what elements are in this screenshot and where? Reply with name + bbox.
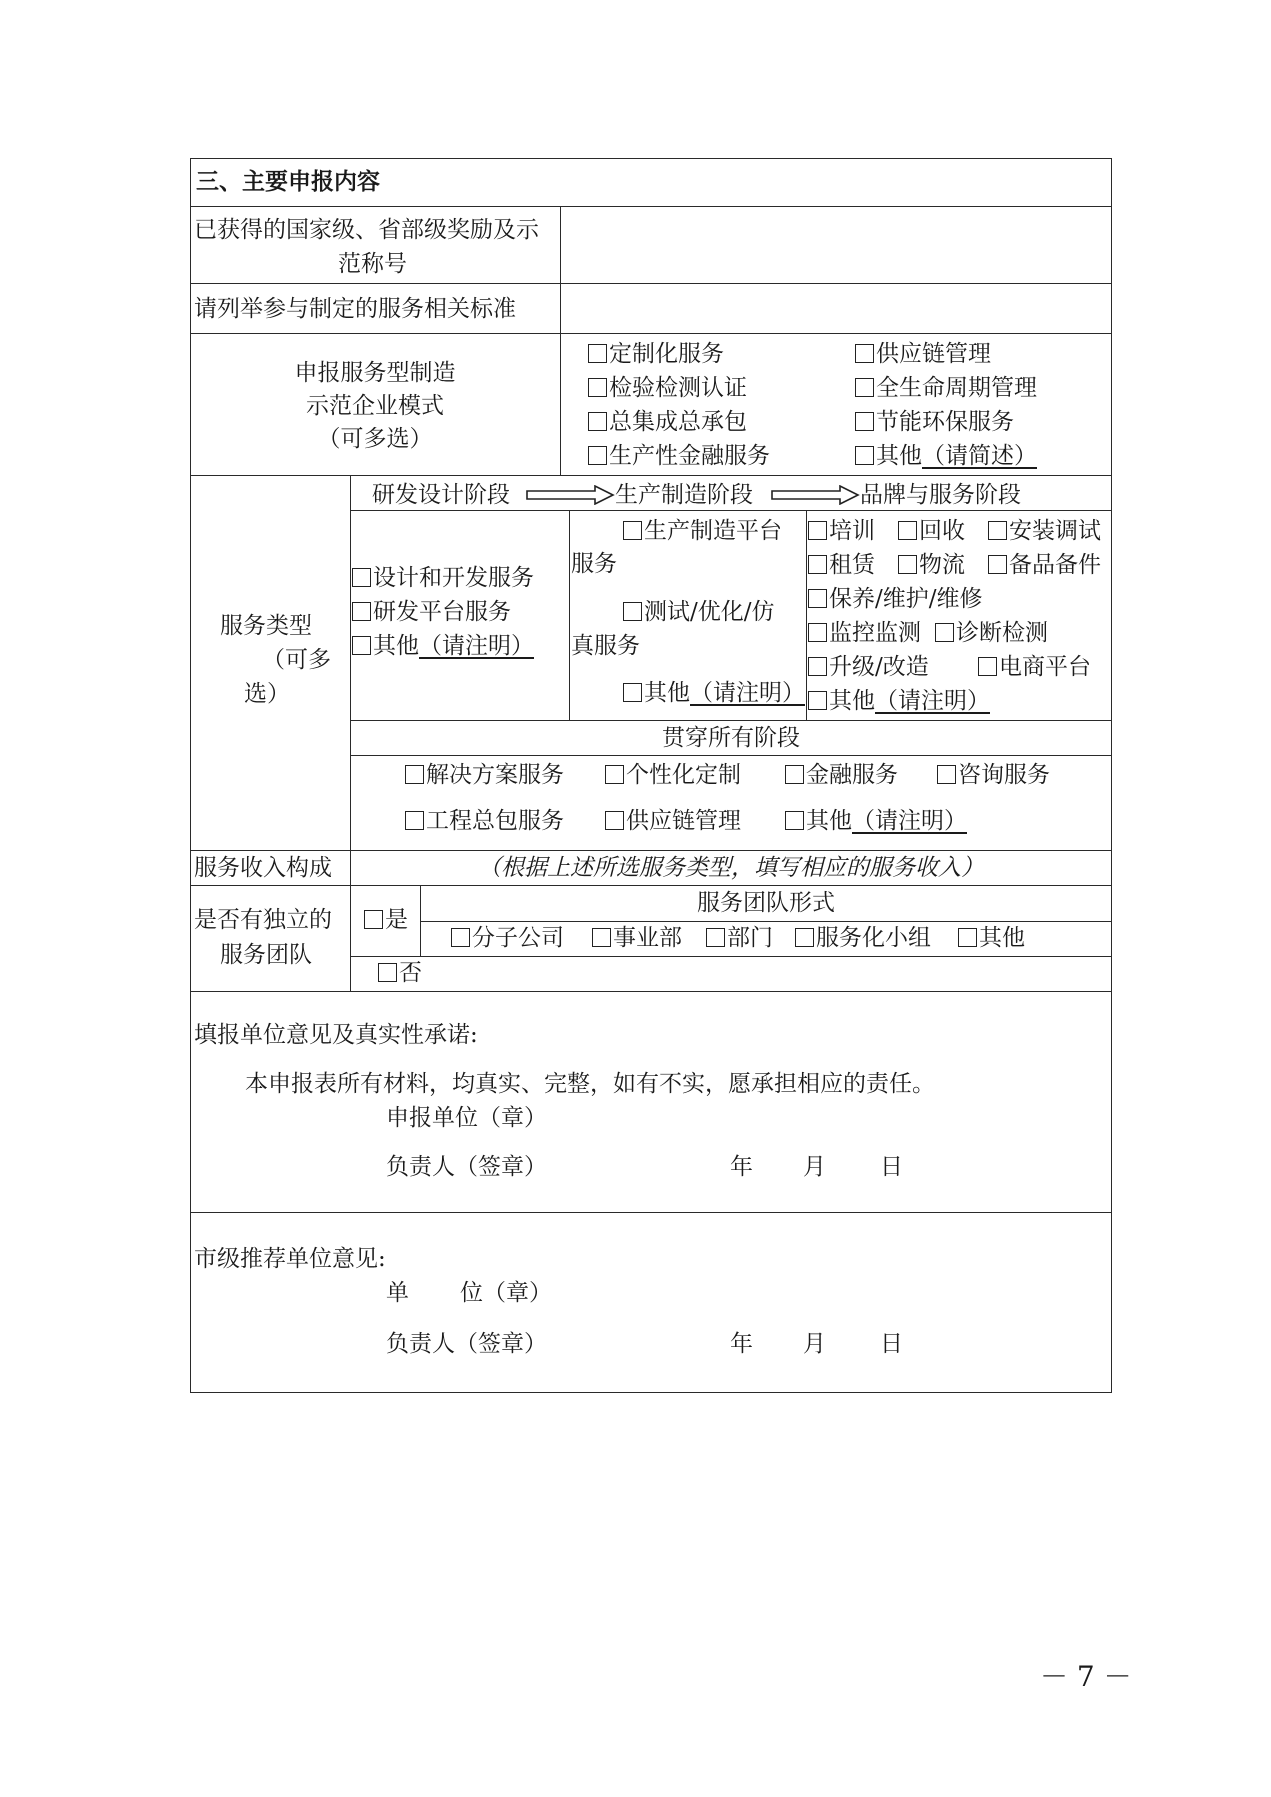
city-title: 市级推荐单位意见: — [194, 1246, 386, 1272]
checkbox-icon[interactable] — [588, 378, 607, 397]
checkbox-subsidiary[interactable]: 分子公司 — [451, 923, 564, 953]
checkbox-training[interactable]: 培训 — [808, 516, 875, 546]
checkbox-icon[interactable] — [937, 765, 956, 784]
table-border — [350, 510, 1112, 511]
service-type-label-line3: 选） — [244, 681, 290, 707]
opinion-day: 日 — [880, 1154, 903, 1180]
all-other-note[interactable]: （请注明） — [852, 808, 967, 834]
table-border — [190, 885, 1112, 886]
checkbox-design-dev[interactable]: 设计和开发服务 — [352, 563, 534, 593]
mode-label-line3: （可多选） — [317, 426, 433, 452]
stage-production: 生产制造阶段 — [615, 482, 753, 508]
table-border — [350, 720, 1112, 721]
checkbox-financial[interactable]: 金融服务 — [785, 760, 898, 790]
service-type-label-line1: 服务类型 — [220, 613, 312, 639]
checkbox-icon[interactable] — [808, 555, 827, 574]
table-border — [806, 510, 807, 720]
checkbox-brand-other[interactable]: 其他（请注明） — [808, 686, 990, 716]
checkbox-mode-other[interactable]: 其他（请简述） — [855, 441, 1037, 471]
test-optimize-line2: 真服务 — [571, 633, 640, 659]
checkbox-custom-service[interactable]: 定制化服务 — [588, 339, 724, 369]
table-border — [569, 510, 570, 720]
table-border — [350, 755, 1112, 756]
service-type-label-line2: （可多 — [262, 647, 331, 673]
checkbox-icon[interactable] — [935, 623, 954, 642]
table-border — [190, 1212, 1112, 1213]
checkbox-integration[interactable]: 总集成总承包 — [588, 407, 747, 437]
checkbox-team-yes[interactable]: 是 — [364, 905, 408, 935]
checkbox-rd-other[interactable]: 其他（请注明） — [352, 631, 534, 661]
checkbox-icon[interactable] — [855, 344, 874, 363]
team-label-line2: 服务团队 — [220, 942, 312, 968]
stage-rd: 研发设计阶段 — [372, 482, 510, 508]
checkbox-team-no[interactable]: 否 — [378, 958, 422, 988]
checkbox-consulting[interactable]: 咨询服务 — [937, 760, 1050, 790]
checkbox-icon[interactable] — [808, 657, 827, 676]
checkbox-icon[interactable] — [808, 623, 827, 642]
city-leader-signature: 负责人（签章） — [386, 1331, 547, 1357]
table-border — [190, 475, 1112, 476]
all-stages-title: 贯穿所有阶段 — [662, 725, 800, 751]
opinion-year: 年 — [730, 1154, 753, 1180]
brand-other-note[interactable]: （请注明） — [875, 688, 990, 714]
section-title: 三、主要申报内容 — [196, 168, 380, 195]
checkbox-icon[interactable] — [405, 765, 424, 784]
checkbox-icon[interactable] — [855, 412, 874, 431]
table-border — [190, 158, 191, 1392]
checkbox-icon[interactable] — [988, 521, 1007, 540]
table-border — [190, 333, 1112, 334]
checkbox-green[interactable]: 节能环保服务 — [855, 407, 1014, 437]
city-day: 日 — [880, 1331, 903, 1357]
checkbox-upgrade[interactable]: 升级/改造 — [808, 652, 929, 682]
checkbox-icon[interactable] — [364, 910, 383, 929]
checkbox-icon[interactable] — [898, 555, 917, 574]
mode-label-line1: 申报服务型制造 — [294, 360, 456, 386]
prod-other-note[interactable]: （请注明） — [690, 680, 805, 706]
opinion-title: 填报单位意见及真实性承诺: — [194, 1022, 478, 1048]
rd-other-note[interactable]: （请注明） — [419, 633, 534, 659]
checkbox-icon[interactable] — [623, 602, 642, 621]
awards-label-line1: 已获得的国家级、省部级奖励及示 — [194, 217, 539, 243]
arrow-right-icon — [770, 485, 860, 505]
checkbox-icon[interactable] — [623, 683, 642, 702]
checkbox-logistics[interactable]: 物流 — [898, 550, 965, 580]
checkbox-ecommerce[interactable]: 电商平台 — [978, 652, 1091, 682]
team-label-line1: 是否有独立的 — [194, 907, 332, 933]
checkbox-prod-platform[interactable]: 生产制造平台 — [623, 516, 782, 546]
table-border — [190, 850, 1112, 851]
checkbox-monitoring[interactable]: 监控监测 — [808, 618, 921, 648]
checkbox-prod-other[interactable]: 其他（请注明） — [623, 678, 805, 708]
checkbox-icon[interactable] — [623, 521, 642, 540]
checkbox-service-group[interactable]: 服务化小组 — [795, 923, 931, 953]
checkbox-inspection[interactable]: 检验检测认证 — [588, 373, 747, 403]
checkbox-rd-platform[interactable]: 研发平台服务 — [352, 597, 511, 627]
checkbox-icon[interactable] — [808, 589, 827, 608]
table-border — [190, 1392, 1112, 1393]
table-border — [190, 991, 1112, 992]
checkbox-icon[interactable] — [795, 928, 814, 947]
checkbox-icon[interactable] — [808, 691, 827, 710]
checkbox-supply-chain[interactable]: 供应链管理 — [855, 339, 991, 369]
checkbox-icon[interactable] — [898, 521, 917, 540]
opinion-statement: 本申报表所有材料，均真实、完整，如有不实，愿承担相应的责任。 — [245, 1071, 935, 1097]
checkbox-lifecycle[interactable]: 全生命周期管理 — [855, 373, 1037, 403]
income-hint[interactable]: （根据上述所选服务类型，填写相应的服务收入） — [478, 855, 984, 881]
mode-label-line2: 示范企业模式 — [306, 393, 444, 419]
checkbox-division[interactable]: 事业部 — [592, 923, 682, 953]
checkbox-spare-parts[interactable]: 备品备件 — [988, 550, 1101, 580]
checkbox-supply-chain-mgmt[interactable]: 供应链管理 — [605, 806, 741, 836]
checkbox-team-other[interactable]: 其他 — [958, 923, 1025, 953]
income-label: 服务收入构成 — [194, 855, 332, 881]
checkbox-icon[interactable] — [352, 636, 371, 655]
checkbox-icon[interactable] — [855, 446, 874, 465]
checkbox-icon[interactable] — [988, 555, 1007, 574]
checkbox-icon[interactable] — [785, 811, 804, 830]
checkbox-icon[interactable] — [451, 928, 470, 947]
checkbox-icon[interactable] — [808, 521, 827, 540]
table-border — [190, 206, 1112, 207]
checkbox-icon[interactable] — [592, 928, 611, 947]
arrow-right-icon — [525, 485, 615, 505]
table-border — [190, 283, 1112, 284]
standards-label: 请列举参与制定的服务相关标准 — [194, 296, 516, 322]
team-form-title: 服务团队形式 — [697, 890, 835, 916]
stage-brand: 品牌与服务阶段 — [860, 482, 1021, 508]
checkbox-solution[interactable]: 解决方案服务 — [405, 760, 564, 790]
checkbox-icon[interactable] — [588, 344, 607, 363]
checkbox-icon[interactable] — [588, 412, 607, 431]
checkbox-diagnosis[interactable]: 诊断检测 — [935, 618, 1048, 648]
checkbox-icon[interactable] — [785, 765, 804, 784]
prod-platform-line2: 服务 — [571, 551, 617, 577]
checkbox-icon[interactable] — [588, 446, 607, 465]
checkbox-icon[interactable] — [378, 963, 397, 982]
checkbox-icon[interactable] — [958, 928, 977, 947]
opinion-month: 月 — [803, 1154, 826, 1180]
checkbox-epc[interactable]: 工程总包服务 — [405, 806, 564, 836]
checkbox-icon[interactable] — [605, 811, 624, 830]
table-border — [350, 956, 1112, 957]
checkbox-icon[interactable] — [978, 657, 997, 676]
awards-label-line2: 范称号 — [338, 251, 407, 277]
checkbox-leasing[interactable]: 租赁 — [808, 550, 875, 580]
table-border — [190, 158, 1112, 159]
checkbox-maintenance[interactable]: 保养/维护/维修 — [808, 584, 983, 614]
checkbox-department[interactable]: 部门 — [706, 923, 773, 953]
table-border — [420, 921, 1112, 922]
checkbox-icon[interactable] — [855, 378, 874, 397]
checkbox-all-other[interactable]: 其他（请注明） — [785, 806, 967, 836]
checkbox-icon[interactable] — [352, 602, 371, 621]
checkbox-icon[interactable] — [352, 568, 371, 587]
opinion-leader-signature: 负责人（签章） — [386, 1154, 547, 1180]
checkbox-install[interactable]: 安装调试 — [988, 516, 1101, 546]
page-number: － 7 － — [1040, 1660, 1132, 1693]
table-border — [1111, 158, 1112, 1392]
table-border — [560, 206, 561, 475]
checkbox-finance[interactable]: 生产性金融服务 — [588, 441, 770, 471]
city-unit-label-a: 单 — [386, 1280, 409, 1306]
mode-other-note[interactable]: （请简述） — [922, 443, 1037, 469]
checkbox-icon[interactable] — [706, 928, 725, 947]
checkbox-recycle[interactable]: 回收 — [898, 516, 965, 546]
checkbox-icon[interactable] — [605, 765, 624, 784]
opinion-unit-seal: 申报单位（章） — [386, 1105, 547, 1131]
city-month: 月 — [803, 1331, 826, 1357]
checkbox-personalized[interactable]: 个性化定制 — [605, 760, 741, 790]
checkbox-icon[interactable] — [405, 811, 424, 830]
checkbox-test-optimize[interactable]: 测试/优化/仿 — [623, 597, 775, 627]
city-year: 年 — [730, 1331, 753, 1357]
city-unit-label-b: 位（章） — [460, 1280, 552, 1306]
